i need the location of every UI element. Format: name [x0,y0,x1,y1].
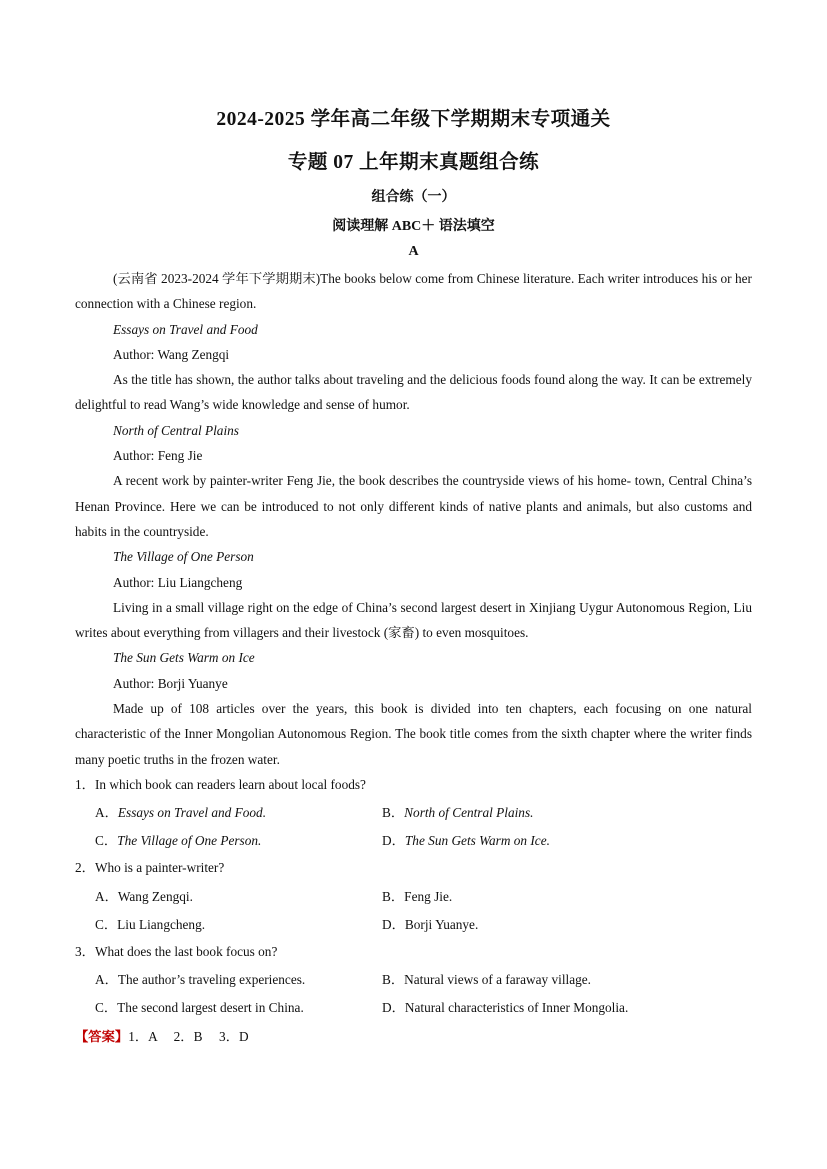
book-title: The Sun Gets Warm on Ice [113,650,255,666]
question-stem: 3．What does the last book focus on? [75,943,278,959]
question-options [75,883,752,939]
book-author: Author: Borji Yuanye [113,675,228,691]
book-title: North of Central Plains [113,422,239,438]
book-author: Author: Liu Liangcheng [113,574,243,590]
book-description: A recent work by painter-writer Feng Jie, the book describes the countryside views of his home- town, Central China’s Henan Province. Here we can be introduced to not only different kinds of native plants and animals, but also customs and habits in the countryside. [75,473,752,539]
answer-key [75,1024,752,1049]
option-a: A．Essays on Travel and Food. [95,805,267,821]
option-b: B．Feng Jie. [382,888,453,904]
option-c: C．Liu Liangcheng. [95,916,206,932]
section-heading: 组合练（一） [371,190,456,205]
book-description: Made up of 108 articles over the years, this book is divided into ten chapters, each focusing on one natural characteristic of the Inner Mongolian Autonomous Region. The book title comes from the sixth chapter where the writer finds many poetic truths in the frozen water. [75,701,752,767]
option-b: B．Natural views of a faraway village. [382,971,591,987]
question-stem: 2．Who is a painter-writer? [75,860,225,876]
book-author: Author: Feng Jie [113,448,203,464]
book-description: As the title has shown, the author talks about traveling and the delicious foods found along the way. It can be extremely delightful to read Wang’s wide knowledge and sense of humor. [75,372,752,413]
book-author: Author: Wang Zengqi [113,346,230,362]
passage-intro: (云南省 2023-2024 学年下学期期末)The books below come from Chinese literature. Each writer introduces his or her connection with a Chinese region. [75,271,752,312]
option-d: D．The Sun Gets Warm on Ice. [382,833,550,849]
answer-tag: 【答案】 [75,1028,129,1044]
question-options [75,799,752,855]
option-c: C．The second largest desert in China. [95,999,304,1015]
section-subheading: 阅读理解 ABC＋ 语法填空 [332,219,495,234]
document-body [75,266,752,1049]
answer-text: 1．A 2．B 3．D [128,1028,249,1044]
question-stem: 1．In which book can readers learn about local foods? [75,776,366,792]
book-description: Living in a small village right on the edge of China’s second largest desert in Xinjiang Uygur Autonomous Region, Liu writes about everything from villagers and their livestock (家畜) to even mosquitoes. [75,599,752,641]
option-d: D．Natural characteristics of Inner Mongolia. [382,999,629,1015]
option-b: B．North of Central Plains. [382,805,534,821]
option-c: C．The Village of One Person. [95,833,262,849]
passage-label: A [408,244,419,259]
book-title: Essays on Travel and Food [113,321,258,337]
option-d: D．Borji Yuanye. [382,916,479,932]
question-options [75,966,752,1022]
option-a: A．Wang Zengqi. [95,888,193,904]
document-title: 2024-2025 学年高二年级下学期期末专项通关 [216,109,611,130]
option-a: A．The author’s traveling experiences. [95,971,306,987]
document-subtitle: 专题 07 上年期末真题组合练 [287,152,540,173]
book-title: The Village of One Person [113,549,254,565]
